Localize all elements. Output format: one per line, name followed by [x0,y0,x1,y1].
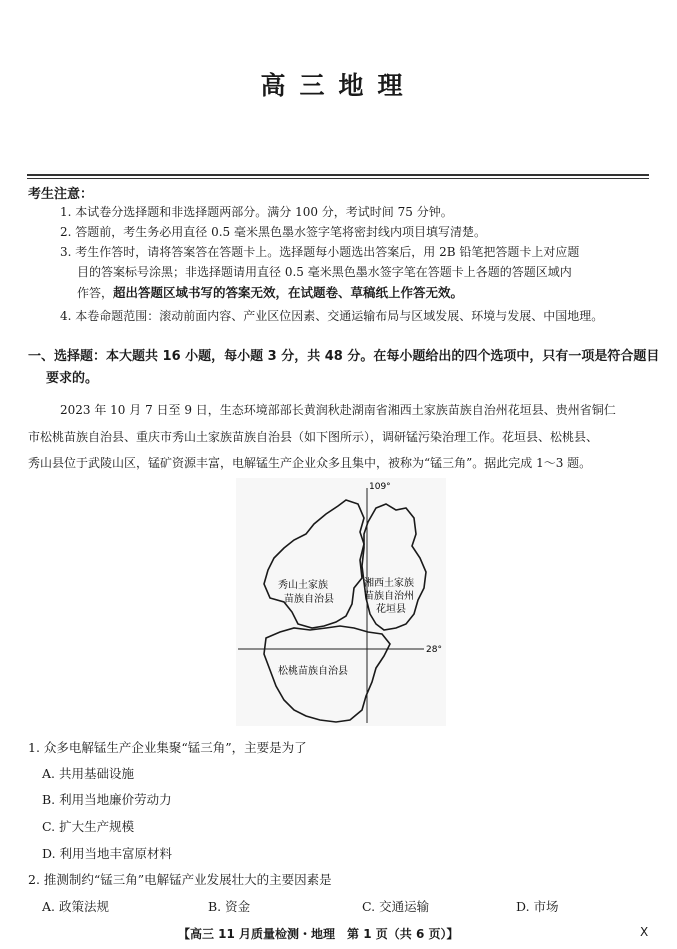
xiushan-label-1: 秀山土家族 [278,580,328,591]
footer-code: X [640,925,649,939]
notice-warning: 超出答题区域书写的答案无效，在试题卷、草稿纸上作答无效。 [113,285,464,300]
huayuan-label-1: 湘西土家族 [364,578,414,589]
question-2-option-b: B. 资金 [208,899,251,914]
notice-item-4: 4. 本卷命题范围：滚动前面内容、产业区位因素、交通运输布局与区域发展、环境与发展、中国地理。 [60,309,604,323]
lon-label: 109° [369,482,391,492]
section-heading-line1: 一、选择题：本大题共 16 小题，每小题 3 分，共 48 分。在每小题给出的四个选项中，只有一项是符合题目 [28,349,660,364]
question-1-option-d: D. 利用当地丰富原材料 [42,846,173,861]
passage-line-3: 秀山县位于武陵山区，锰矿资源丰富，电解锰生产企业众多且集中，被称为“锰三角”。据此完成 1～3 题。 [28,456,592,470]
notice-item-1: 1. 本试卷分选择题和非选择题两部分。满分 100 分，考试时间 75 分钟。 [60,205,453,219]
page-title: 高三地理 [260,71,417,100]
passage-line-1: 2023 年 10 月 7 日至 9 日，生态环境部部长黄润秋赴湖南省湘西土家族苗族自治州花垣县、贵州省铜仁 [60,403,616,417]
huayuan-label-3: 花垣县 [376,604,406,615]
notice-item-3-cont2 [77,283,463,303]
notice-item-2: 2. 答题前，考生务必用直径 0.5 毫米黑色墨水签字笔将密封线内项目填写清楚。 [60,225,486,239]
map-background [236,478,446,726]
notice-item-3-cont: 目的答案标号涂黑；非选择题请用直径 0.5 毫米黑色墨水签字笔在答题卡上各题的答题区域内 [77,265,572,279]
header-rule-thin [27,178,649,179]
question-2-option-d: D. 市场 [516,899,559,914]
question-2-option-a: A. 政策法规 [42,899,109,914]
huayuan-label-2: 苗族自治州 [364,591,414,602]
question-1-option-b: B. 利用当地廉价劳动力 [42,792,172,807]
question-2-option-c: C. 交通运输 [362,899,430,914]
question-2-stem: 2. 推测制约“锰三角”电解锰产业发展壮大的主要因素是 [28,872,332,887]
question-1-option-a: A. 共用基础设施 [42,766,134,781]
location-map [236,478,446,726]
section-heading-line2: 要求的。 [46,371,99,386]
lat-label: 28° [426,645,442,655]
songtao-label: 松桃苗族自治县 [278,666,348,677]
question-1-option-c: C. 扩大生产规模 [42,819,135,834]
notice-item-3-prefix: 作答， [77,286,114,300]
passage-line-2: 市松桃苗族自治县、重庆市秀山土家族苗族自治县（如下图所示），调研锰污染治理工作。花垣县、松桃县、 [28,430,599,444]
header-rule-thick [27,174,649,176]
page-footer: 【高三 11 月质量检测・地理 第 1 页（共 6 页）】 [178,927,459,941]
section-heading [28,346,659,390]
notice-item-3: 3. 考生作答时，请将答案答在答题卡上。选择题每小题选出答案后，用 2B 铅笔把答题卡上对应题 [60,245,580,259]
question-1-stem: 1. 众多电解锰生产企业集聚“锰三角”，主要是为了 [28,740,307,755]
notice-heading: 考生注意： [28,187,94,202]
xiushan-label-2: 苗族自治县 [284,594,334,605]
